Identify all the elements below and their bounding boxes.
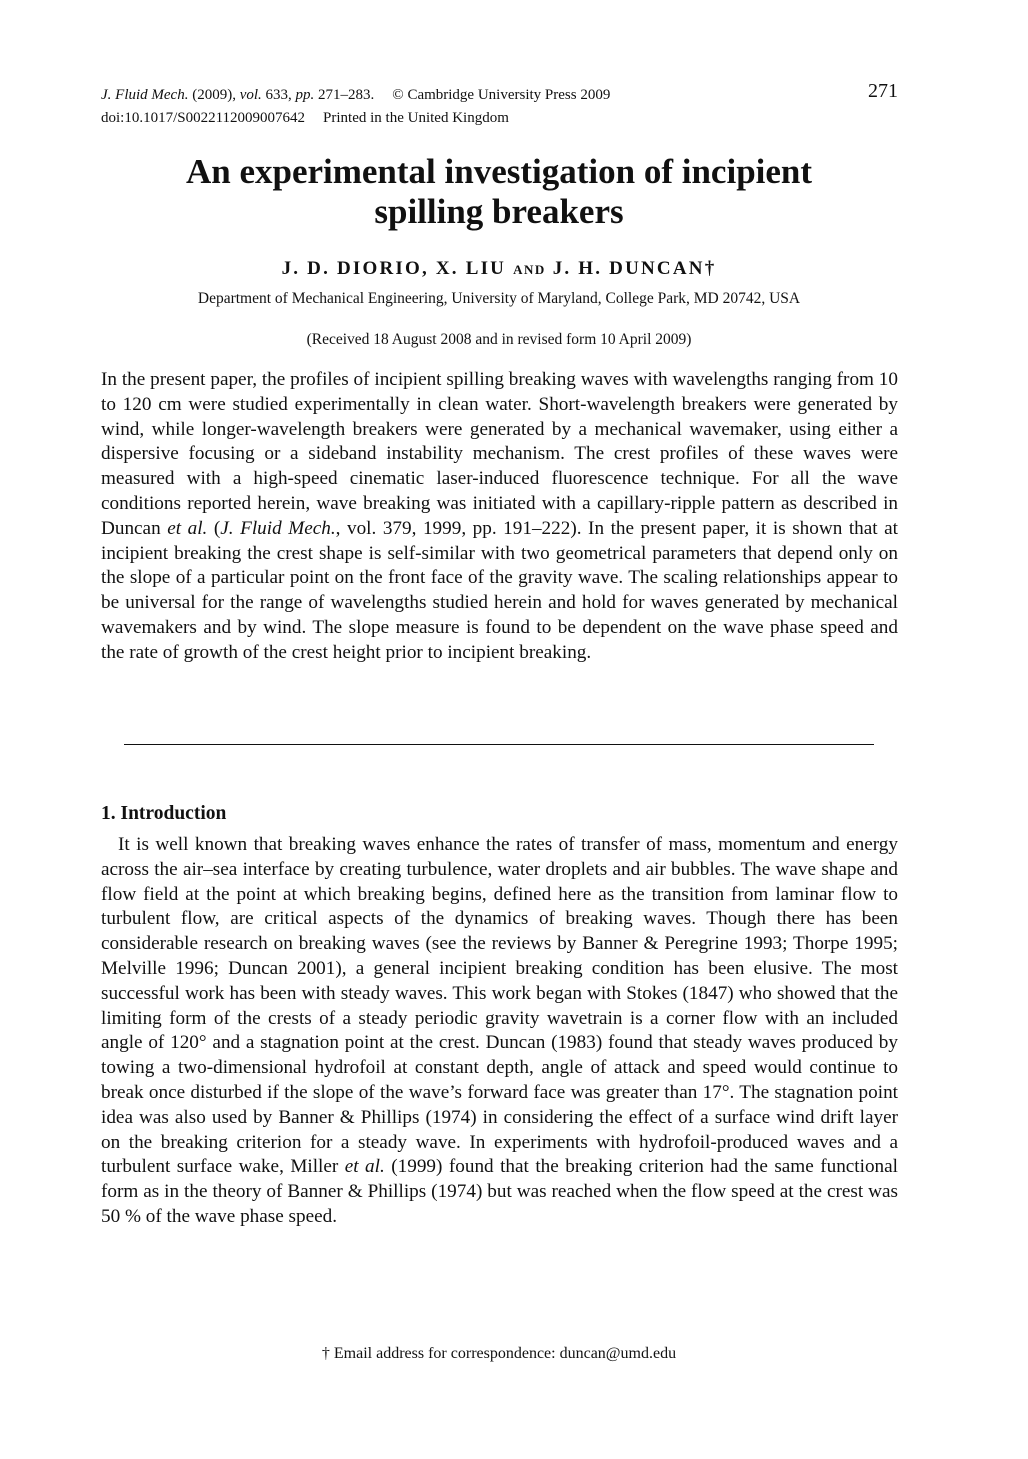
- abstract-et-al: et al.: [167, 517, 208, 539]
- page-range: 271–283.: [318, 87, 375, 103]
- intro-text-2: (1999) found that the breaking criterion had the same functional form as in the theory of Banner & Phillips (1974) but was reached when the flow speed at the crest was 50 % of the wave phase speed.: [101, 1156, 898, 1227]
- journal-header: [101, 84, 901, 130]
- volume-label: vol.: [239, 87, 262, 103]
- authors-last: J. H. DUNCAN†: [552, 258, 717, 279]
- copyright-notice: © Cambridge University Press 2009: [392, 87, 611, 103]
- paper-title: [100, 152, 898, 232]
- abstract-journal-ref: J. Fluid Mech.: [220, 517, 336, 539]
- citation-line: [101, 84, 901, 107]
- title-line-2: spilling breakers: [374, 192, 624, 231]
- authors-and: AND: [513, 262, 546, 277]
- section-heading: 1. Introduction: [101, 803, 227, 824]
- intro-text-1: It is well known that breaking waves enhance the rates of transfer of mass, momentum and energy across the air–sea interface by creating turbulence, water droplets and air bubbles. The wave shape and flow field at the point at which breaking begins, defined here as the transition from laminar flow to turbulent flow, are critical aspects of the dynamics of breaking waves. Though there has been considerable research on breaking waves (see the reviews by Banner & Peregrine 1993; Thorpe 1995; Melville 1996; Duncan 2001), a general incipient breaking condition has been elusive. The most successful work has been with steady waves. This work began with Stokes (1847) who showed that the limiting form of the crests of a steady periodic gravity wavetrain is a corner flow with an included angle of 120° and a stagnation point at the crest. Duncan (1983) found that steady waves produced by towing a two-dimensional hydrofoil at constant depth, angle of attack and speed would continue to break once disturbed if the slope of the wave’s forward face was greater than 17°. The stagnation point idea was also used by Banner & Phillips (1974) in considering the effect of a surface wind drift layer on the breaking criterion for a steady wave. In experiments with hydrofoil-produced waves and a turbulent surface wake, Miller: [101, 834, 898, 1178]
- journal-name: J. Fluid Mech.: [101, 87, 189, 103]
- page-number: 271: [868, 80, 898, 102]
- printed-notice: Printed in the United Kingdom: [323, 110, 509, 126]
- journal-year: (2009),: [192, 87, 236, 103]
- volume-number: 633,: [265, 87, 292, 103]
- doi: doi:10.1017/S0022112009007642: [101, 110, 306, 126]
- abstract: [101, 368, 898, 666]
- introduction-paragraph: [101, 833, 898, 1230]
- abstract-divider: [124, 744, 874, 745]
- received-dates: (Received 18 August 2008 and in revised form 10 April 2009): [306, 331, 692, 348]
- author-list: [100, 258, 898, 280]
- abstract-text-2: , vol. 379, 1999, pp. 191–222). In the present paper, it is shown that at incipient breaking the crest shape is self-similar with two geometrical parameters that depend only on the slope of a particular point on the front face of the gravity wave. The scaling relationships appear to be universal for the range of wavelengths studied herein and hold for waves generated by mechanical wavemakers and by wind. The slope measure is found to be dependent on the wave phase speed and the rate of growth of the crest height prior to incipient breaking.: [101, 517, 899, 663]
- authors-first: J. D. DIORIO, X. LIU: [281, 258, 507, 279]
- abstract-paren: (: [213, 517, 221, 539]
- pages-label: pp.: [295, 87, 315, 103]
- affiliation: Department of Mechanical Engineering, University of Maryland, College Park, MD 20742, USA: [197, 290, 801, 307]
- abstract-text-1: In the present paper, the profiles of incipient spilling breaking waves with wavelengths ranging from 10 to 120 cm were studied experimentally in clean water. Short-wavelength breakers were generated by wind, while longer-wavelength breakers were generated by a mechanical wavemaker, using either a dispersive focusing or a sideband instability mechanism. The crest profiles of these waves were measured with a high-speed cinematic laser-induced fluorescence technique. For all the wave conditions reported herein, wave breaking was initiated with a capillary-ripple pattern as described in Duncan: [101, 369, 898, 539]
- footnote: † Email address for correspondence: duncan@umd.edu: [321, 1345, 677, 1362]
- intro-et-al: et al.: [344, 1156, 385, 1178]
- doi-line: [101, 107, 901, 130]
- title-line-1: An experimental investigation of incipient: [185, 152, 813, 191]
